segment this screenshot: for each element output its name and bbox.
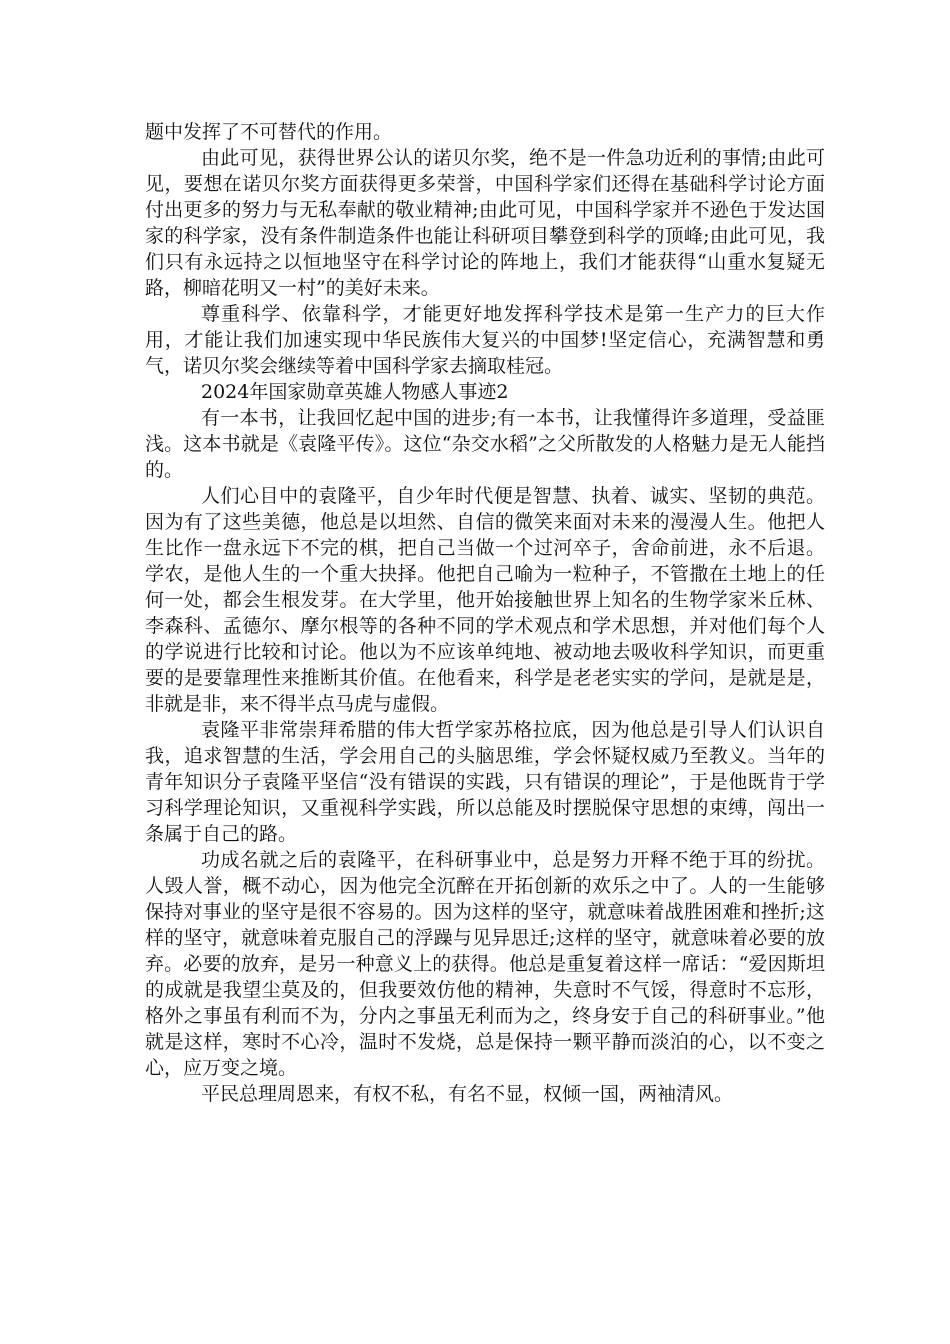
paragraph-perseverance: 功成名就之后的袁隆平，在科研事业中，总是努力开释不绝于耳的纷扰。人毁人誉，概不动心，因为他完全沉醉在开拓创新的欢乐之中了。人的一生能够保持对事业的坚守是很不容易的。因为这样的坚守，就意味着战胜困难和挫折;这样的坚守，就意味着克服自己的浮躁与见异思迁;这样的坚守，就意味着必要的放弃。必要的放弃，是另一种意义上的获得。他总是重复着这样一席话：“爱因斯坦的成就是我望尘莫及的，但我要效仿他的精神，失意时不气馁，得意时不忘形，格外之事虽有利而不为，分内之事虽无利而为之，终身安于自己的科研事业。”他就是这样，寒时不心冷，温时不发烧，总是保持一颗平静而淡泊的心，以不变之心，应万变之境。: [145, 849, 825, 1079]
paragraph-book-intro: 有一本书，让我回忆起中国的进步;有一本书，让我懂得许多道理，受益匪浅。这本书就是《袁隆平传》。这位“杂交水稻”之父所散发的人格魅力是无人能挡的。: [145, 407, 825, 481]
document-body: [145, 119, 825, 1107]
paragraph-nobel-conclusion: 由此可见，获得世界公认的诺贝尔奖，绝不是一件急功近利的事情;由此可见，要想在诺贝尔奖方面获得更多荣誉，中国科学家们还得在基础科学讨论方面付出更多的努力与无私奉献的敬业精神;由此可见，中国科学家并不逊色于发达国家的科学家，没有条件制造条件也能让科研项目攀登到科学的顶峰;由此可见，我们只有永远持之以恒地坚守在科学讨论的阵地上，我们才能获得“山重水复疑无路，柳暗花明又一村”的美好未来。: [145, 147, 825, 299]
paragraph-continuation: 题中发挥了不可替代的作用。: [145, 121, 393, 143]
paragraph-respect-science: 尊重科学、依靠科学，才能更好地发挥科学技术是第一生产力的巨大作用，才能让我们加速实现中华民族伟大复兴的中国梦!坚定信心，充满智慧和勇气，诺贝尔奖会继续等着中国科学家去摘取桂冠。: [145, 303, 825, 377]
section-heading: 2024年国家勋章英雄人物感人事迹2: [201, 381, 509, 403]
paragraph-yuan-youth: 人们心目中的袁隆平，自少年时代便是智慧、执着、诚实、坚韧的典范。因为有了这些美德，他总是以坦然、自信的微笑来面对未来的漫漫人生。他把人生比作一盘永远下不完的棋，把自己当做一个过河卒子，舍命前进，永不后退。学农，是他人生的一个重大抉择。他把自己喻为一粒种子，不管撒在土地上的任何一处，都会生根发芽。在大学里，他开始接触世界上知名的生物学家米丘林、李森科、孟德尔、摩尔根等的各种不同的学术观点和学术思想，并对他们每个人的学说进行比较和讨论。他以为不应该单纯地、被动地去吸收科学知识，而更重要的是要靠理性来推断其价值。在他看来，科学是老老实实的学问，是就是是，非就是非，来不得半点马虎与虚假。: [145, 485, 825, 715]
paragraph-socrates: 袁隆平非常崇拜希腊的伟大哲学家苏格拉底，因为他总是引导人们认识自我，追求智慧的生活，学会用自己的头脑思维，学会怀疑权威乃至教义。当年的青年知识分子袁隆平坚信“没有错误的实践，只有错误的理论”，于是他既肯于学习科学理论知识，又重视科学实践，所以总能及时摆脱保守思想的束缚，闯出一条属于自己的路。: [145, 719, 825, 845]
paragraph-zhou-enlai: 平民总理周恩来，有权不私，有名不显，权倾一国，两袖清风。: [201, 1083, 734, 1105]
